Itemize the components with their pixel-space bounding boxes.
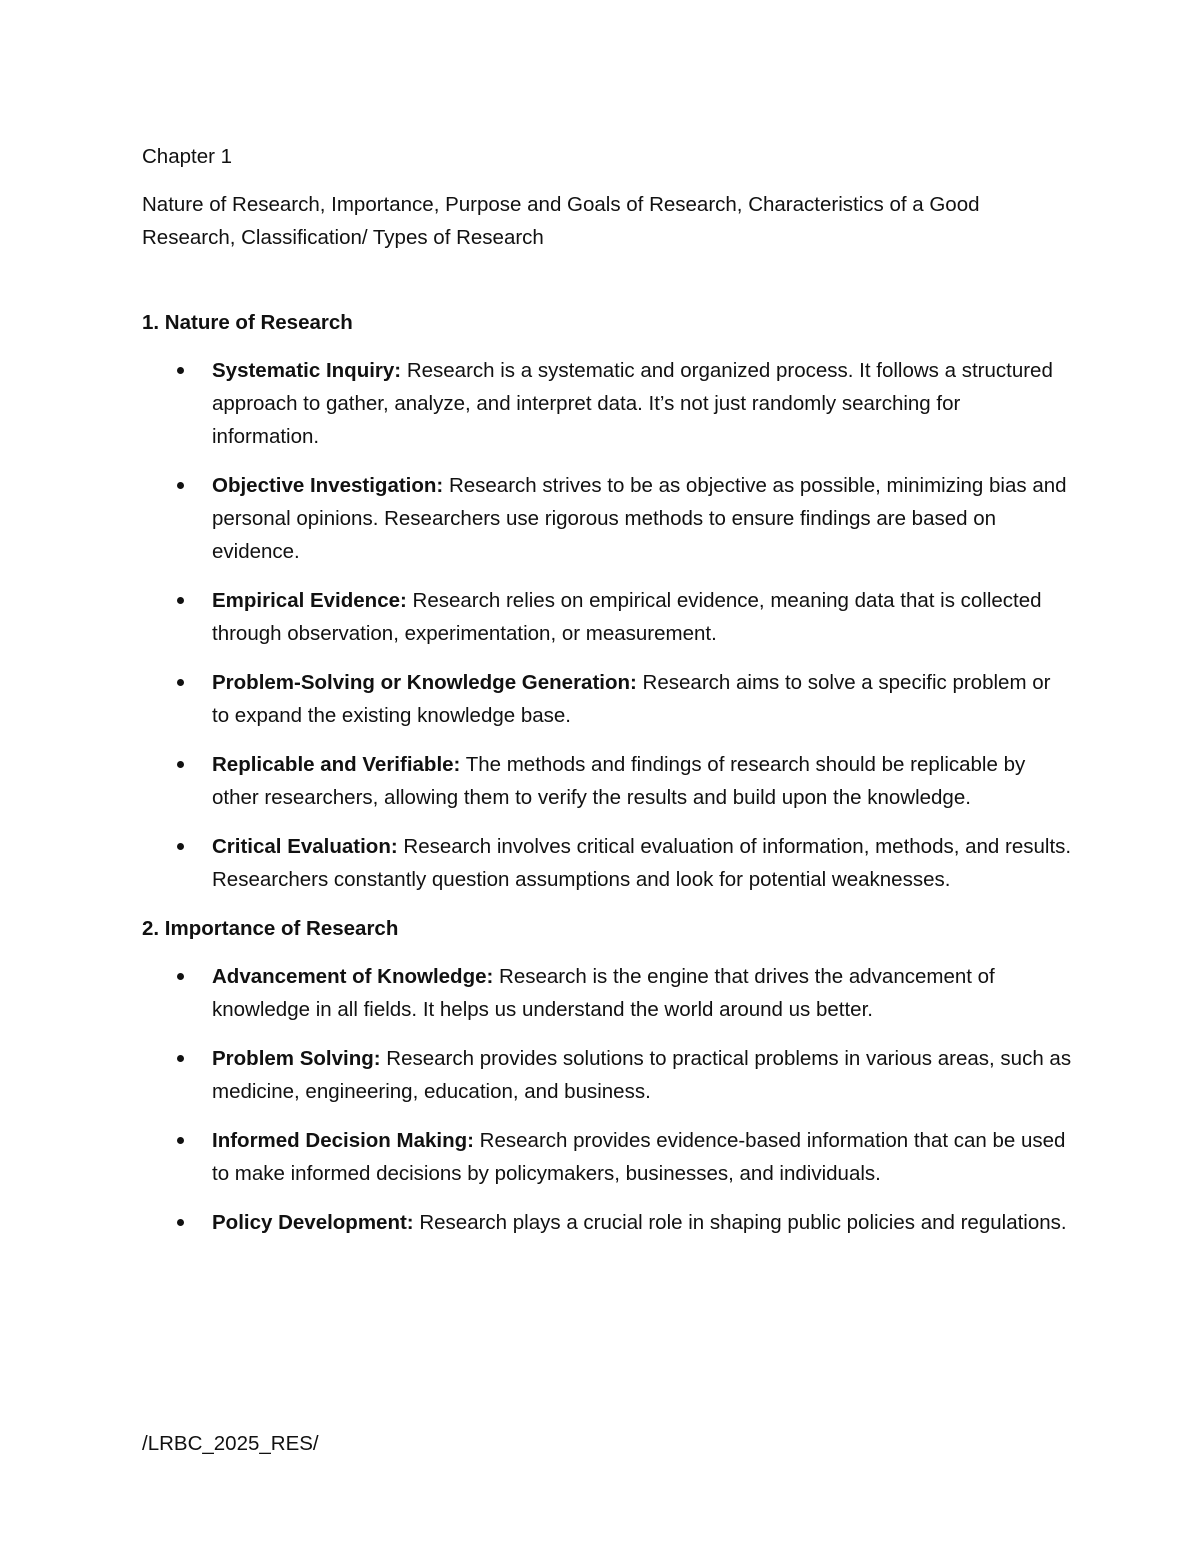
section-heading-nature: 1. Nature of Research	[142, 311, 353, 334]
bullet-icon	[177, 482, 184, 489]
item-text: Research provides solutions to practical problems in various areas, such as medicine, engineering, education, and business.	[212, 1047, 1072, 1103]
chapter-label: Chapter 1	[142, 145, 233, 168]
item-term: Objective Investigation:	[212, 474, 444, 497]
bullet-icon	[177, 679, 184, 686]
list-item	[142, 1206, 1072, 1239]
item-term: Critical Evaluation:	[212, 835, 398, 858]
item-term: Policy Development:	[212, 1211, 414, 1234]
bullet-icon	[177, 843, 184, 850]
list-item	[142, 469, 1072, 568]
item-term: Informed Decision Making:	[212, 1129, 474, 1152]
item-term: Advancement of Knowledge:	[212, 965, 494, 988]
item-text: Research involves critical evaluation of information, methods, and results. Researchers constantly question assumptions and look for potential weaknesses.	[212, 835, 1072, 891]
bullet-icon	[177, 1219, 184, 1226]
bullet-icon	[177, 1055, 184, 1062]
item-text: Research aims to solve a specific problem or to expand the existing knowledge base.	[212, 671, 1051, 727]
item-text: The methods and findings of research should be replicable by other researchers, allowing them to verify the results and build upon the knowledge.	[212, 753, 1026, 809]
list-item	[142, 584, 1072, 650]
page-footer: /LRBC_2025_RES/	[142, 1432, 319, 1455]
list-item	[142, 1124, 1072, 1190]
bullet-icon	[177, 761, 184, 768]
list-item	[142, 354, 1072, 453]
section-heading-importance: 2. Importance of Research	[142, 917, 399, 940]
item-text: Research provides evidence-based information that can be used to make informed decisions by policymakers, businesses, and individuals.	[212, 1129, 1066, 1185]
item-term: Problem Solving:	[212, 1047, 381, 1070]
list-item	[142, 960, 1072, 1026]
list-item	[142, 830, 1072, 896]
item-term: Empirical Evidence:	[212, 589, 407, 612]
item-text: Research is the engine that drives the advancement of knowledge in all fields. It helps us understand the world around us better.	[212, 965, 995, 1021]
item-text: Research is a systematic and organized process. It follows a structured approach to gather, analyze, and interpret data. It’s not just randomly searching for information.	[212, 359, 1053, 448]
list-item	[142, 666, 1072, 732]
bullet-icon	[177, 367, 184, 374]
item-text: Research plays a crucial role in shaping public policies and regulations.	[413, 1211, 1067, 1234]
list-item	[142, 1042, 1072, 1108]
bullet-icon	[177, 597, 184, 604]
chapter-subtitle: Nature of Research, Importance, Purpose and Goals of Research, Characteristics of a Good Research, Classification/ Types of Research	[142, 193, 980, 249]
list-item	[142, 748, 1072, 814]
importance-bullet-list	[142, 960, 1072, 1239]
document-body	[142, 140, 1072, 1255]
item-text: Research strives to be as objective as possible, minimizing bias and personal opinions. Researchers use rigorous methods to ensure findings are based on evidence.	[212, 474, 1067, 563]
item-term: Problem-Solving or Knowledge Generation:	[212, 671, 637, 694]
bullet-icon	[177, 1137, 184, 1144]
bullet-icon	[177, 973, 184, 980]
item-text: Research relies on empirical evidence, meaning data that is collected through observation, experimentation, or measurement.	[212, 589, 1042, 645]
item-term: Systematic Inquiry:	[212, 359, 402, 382]
item-term: Replicable and Verifiable:	[212, 753, 461, 776]
nature-bullet-list	[142, 354, 1072, 896]
